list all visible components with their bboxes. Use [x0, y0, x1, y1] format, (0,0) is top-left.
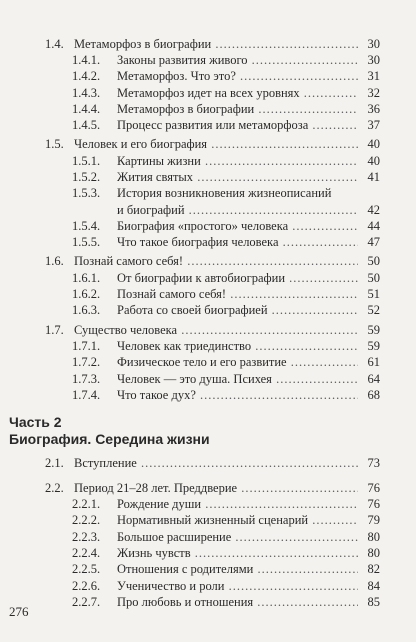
toc-entry-title: Метаморфоз в биографии ..... [117, 100, 358, 118]
toc-entry-title: Познай самого себя! ..... [74, 252, 358, 270]
toc-entry-page: 31 [365, 67, 381, 85]
toc-entry[interactable] [0, 386, 416, 404]
toc-entry[interactable] [0, 560, 416, 578]
toc-entry-title: Про любовь и отношения ..... [117, 593, 358, 611]
toc-entry-page: 40 [365, 152, 381, 170]
toc-entry-number: 2.2.2. [72, 513, 101, 527]
toc-entry-number: 2.2.1. [72, 497, 101, 511]
toc-entry[interactable] [0, 252, 416, 270]
toc-entry-title: Что такое биография человека ..... [117, 233, 358, 251]
toc-entry-page: 36 [365, 100, 381, 118]
toc-entry[interactable] [0, 511, 416, 529]
toc-entry[interactable] [0, 454, 416, 472]
toc-entry-title: Законы развития живого ..... [117, 51, 358, 69]
toc-entry-number: 2.2.5. [72, 562, 101, 576]
toc-entry-page: 76 [365, 479, 381, 497]
toc-entry[interactable] [0, 67, 416, 85]
toc-entry-page: 51 [365, 285, 381, 303]
toc-entry-title: Работа со своей биографией ..... [117, 301, 358, 319]
toc-entry-number: 1.7. [45, 323, 64, 337]
toc-entry-title: Отношения с родителями ..... [117, 560, 358, 578]
toc-entry[interactable] [0, 353, 416, 371]
toc-entry-page: 30 [365, 35, 381, 53]
toc-entry-page: 50 [365, 252, 381, 270]
toc-entry-title: Существо человека ..... [74, 321, 358, 339]
toc-entry-title: Большое расширение ..... [117, 528, 358, 546]
toc-entry-number: 1.5.2. [72, 170, 101, 184]
toc-entry-page: 41 [365, 168, 381, 186]
toc-entry-title: Человек как триединство ..... [117, 337, 358, 355]
toc-entry-number: 1.6.1. [72, 271, 101, 285]
toc-entry-number: 1.5.5. [72, 235, 101, 249]
toc-entry-title: Период 21–28 лет. Преддверие ..... [74, 479, 358, 497]
toc-entry-title: Метаморфоз в биографии ..... [74, 35, 358, 53]
toc-entry-page: 80 [365, 528, 381, 546]
page-number: 276 [9, 604, 29, 619]
toc-entry-page: 76 [365, 495, 381, 513]
toc-entry-title: Человек — это душа. Психея ..... [117, 370, 358, 388]
toc-entry-number: 1.6.3. [72, 303, 101, 317]
toc-entry-number: 1.7.4. [72, 388, 101, 402]
toc-entry-page: 61 [365, 353, 381, 371]
toc-entry-title: Физическое тело и его развитие ..... [117, 353, 358, 371]
toc-entry-number: 1.5.1. [72, 154, 101, 168]
toc-entry[interactable] [0, 116, 416, 134]
toc-entry-number: 1.4.4. [72, 102, 101, 116]
toc-entry-page: 84 [365, 577, 381, 595]
toc-entry-page: 37 [365, 116, 381, 134]
toc-entry-page: 52 [365, 301, 381, 319]
toc-entry-page: 32 [365, 84, 381, 102]
toc-entry-page: 59 [365, 337, 381, 355]
toc-entry-title: Жизнь чувств ..... [117, 544, 358, 562]
toc-entry-page: 79 [365, 511, 381, 529]
toc-entry-page: 80 [365, 544, 381, 562]
toc-entry-page: 59 [365, 321, 381, 339]
toc-entry-number: 1.7.2. [72, 355, 101, 369]
toc-entry-number: 1.4.3. [72, 86, 101, 100]
toc-entry-title: Метаморфоз. Что это? ..... [117, 67, 358, 85]
toc-entry-title: История возникновения жизнеописаний [117, 186, 332, 200]
toc-entry-number: 1.4.2. [72, 69, 101, 83]
toc-entry-title: Нормативный жизненный сценарий ..... [117, 511, 358, 529]
toc-entry-page: 85 [365, 593, 381, 611]
toc-entry-title: Метаморфоз идет на всех уровнях ..... [117, 84, 358, 102]
toc-entry-page: 40 [365, 135, 381, 153]
toc-entry-page: 68 [365, 386, 381, 404]
toc-entry-number: 1.5. [45, 137, 64, 151]
part-heading: Биография. Середина жизни [9, 431, 210, 447]
toc-entry[interactable] [0, 184, 416, 202]
toc-entry-page: 64 [365, 370, 381, 388]
toc-entry-title: Познай самого себя! ..... [117, 285, 358, 303]
toc-entry-page: 47 [365, 233, 381, 251]
toc-entry-number: 1.5.4. [72, 219, 101, 233]
toc-entry-title: и биографий ..... [117, 201, 358, 219]
toc-entry-number: 1.5.3. [72, 186, 101, 200]
toc-entry-title: Вступление ..... [74, 454, 358, 472]
toc-entry-number: 2.1. [45, 456, 64, 470]
toc-entry-title: Картины жизни ..... [117, 152, 358, 170]
toc-entry-title: Биография «простого» человека ..... [117, 217, 358, 235]
part-heading: Часть 2 [9, 414, 62, 430]
toc-entry-page: 82 [365, 560, 381, 578]
toc-entry-page: 50 [365, 269, 381, 287]
toc-entry[interactable] [0, 233, 416, 251]
toc-entry-title: От биографии к автобиографии ..... [117, 269, 358, 287]
toc-entry-number: 2.2. [45, 481, 64, 495]
toc-entry-number: 1.6.2. [72, 287, 101, 301]
toc-entry-page: 30 [365, 51, 381, 69]
toc-entry-title: Рождение души ..... [117, 495, 358, 513]
toc-entry-title: Человек и его биография ..... [74, 135, 358, 153]
toc-entry-number: 2.2.7. [72, 595, 101, 609]
toc-entry-title: Ученичество и роли ..... [117, 577, 358, 595]
toc-entry-number: 1.6. [45, 254, 64, 268]
toc-entry-page: 73 [365, 454, 381, 472]
toc-entry-title: Что такое дух? ..... [117, 386, 358, 404]
toc-entry-page: 42 [365, 201, 381, 219]
toc-entry-number: 1.7.3. [72, 372, 101, 386]
toc-entry-page: 44 [365, 217, 381, 235]
toc-entry-number: 1.7.1. [72, 339, 101, 353]
toc-entry-number: 2.2.3. [72, 530, 101, 544]
toc-entry-number: 1.4.5. [72, 118, 101, 132]
toc-entry-number: 2.2.6. [72, 579, 101, 593]
toc-entry-number: 1.4.1. [72, 53, 101, 67]
toc-entry-title: Процесс развития или метаморфоза ..... [117, 116, 358, 134]
toc-entry-title: Жития святых ..... [117, 168, 358, 186]
toc-entry-number: 1.4. [45, 37, 64, 51]
toc-entry[interactable] [0, 593, 416, 611]
toc-entry-number: 2.2.4. [72, 546, 101, 560]
toc-entry[interactable] [0, 301, 416, 319]
toc-entry[interactable] [0, 135, 416, 153]
